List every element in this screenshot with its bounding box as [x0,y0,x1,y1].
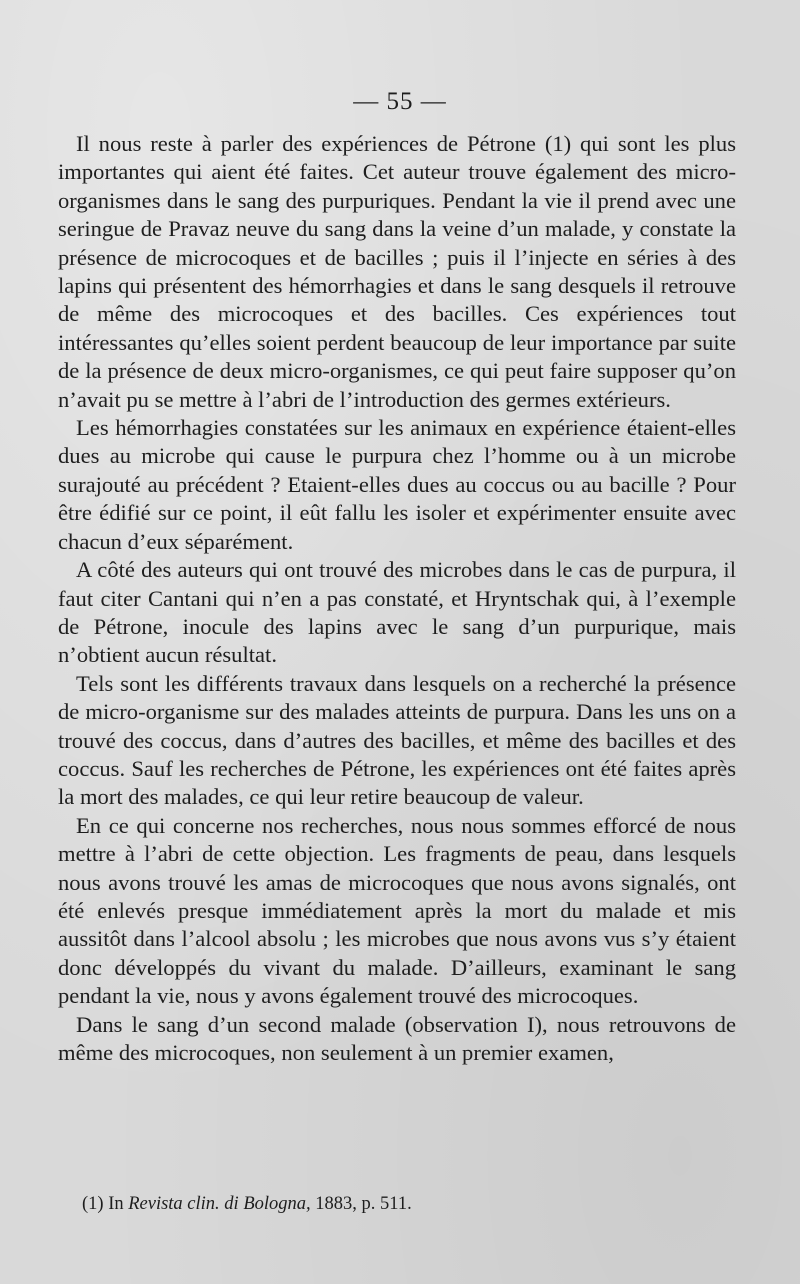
paragraph: Il nous reste à parler des expériences de Pétrone (1) qui sont les plus importantes qui aient été faites. Cet auteur trouve également des micro-organismes dans le sang des purpuriques. Pendant la vie il prend avec une seringue de Pravaz neuve du sang dans la veine d’un malade, y constate la présence de microcoques et de bacilles ; puis il l’injecte en séries à des lapins qui présentent des hémorrhagies et dans le sang desquels il retrouve de même des microcoques et des bacilles. Ces expériences tout intéressantes qu’elles soient perdent beaucoup de leur importance par suite de la présence de deux micro-organismes, ce qui peut faire supposer qu’on n’avait pu se mettre à l’abri de l’introduction des germes extérieurs. [58,131,736,412]
page-number: — 55 — [353,88,447,115]
footnote-suffix: 1883, p. 511. [315,1194,412,1214]
paragraph: Dans le sang d’un second malade (observation I), nous retrouvons de même des microcoques, non seulement à un premier examen, [58,1011,736,1065]
paragraph: Tels sont les différents travaux dans lesquels on a recherché la présence de micro-organisme sur des malades atteints de purpura. Dans les uns on a trouvé des coccus, dans d’autres des bacilles, et même des bacilles et des coccus. Sauf les recherches de Pétrone, les expériences ont été faites après la mort des malades, ce qui leur retire beaucoup de valeur. [58,670,736,810]
paragraph: En ce qui concerne nos recherches, nous nous sommes efforcé de nous mettre à l’abri de cette objection. Les fragments de peau, dans lesquels nous avons trouvé les amas de microcoques que nous avons signalés, ont été enlevés presque immédiatement après la mort du malade et mis aussitôt dans l’alcool absolu ; les microbes que nous avons vus s’y étaient donc développés du vivant du malade. D’ailleurs, examinant le sang pendant la vie, nous y avons également trouvé des microcoques. [58,812,736,1009]
footnote [82,1193,412,1215]
paragraph: Les hémorrhagies constatées sur les animaux en expérience étaient-elles dues au microbe qui cause le purpura chez l’homme ou à un microbe surajouté au précédent ? Etaient-elles dues au coccus ou au bacille ? Pour être édifié sur ce point, il eût fallu les isoler et expérimenter ensuite avec chacun d’eux séparément. [58,415,736,554]
paragraph: A côté des auteurs qui ont trouvé des microbes dans le cas de purpura, il faut citer Cantani qui n’en a pas constaté, et Hryntschak qui, à l’exemple de Pétrone, inocule des lapins avec le sang d’un purpurique, mais n’obtient aucun résultat. [58,557,736,668]
footnote-source: Revista clin. di Bologna, [128,1194,311,1214]
footnote-prefix: (1) In [82,1194,124,1214]
body-text [58,130,736,1067]
